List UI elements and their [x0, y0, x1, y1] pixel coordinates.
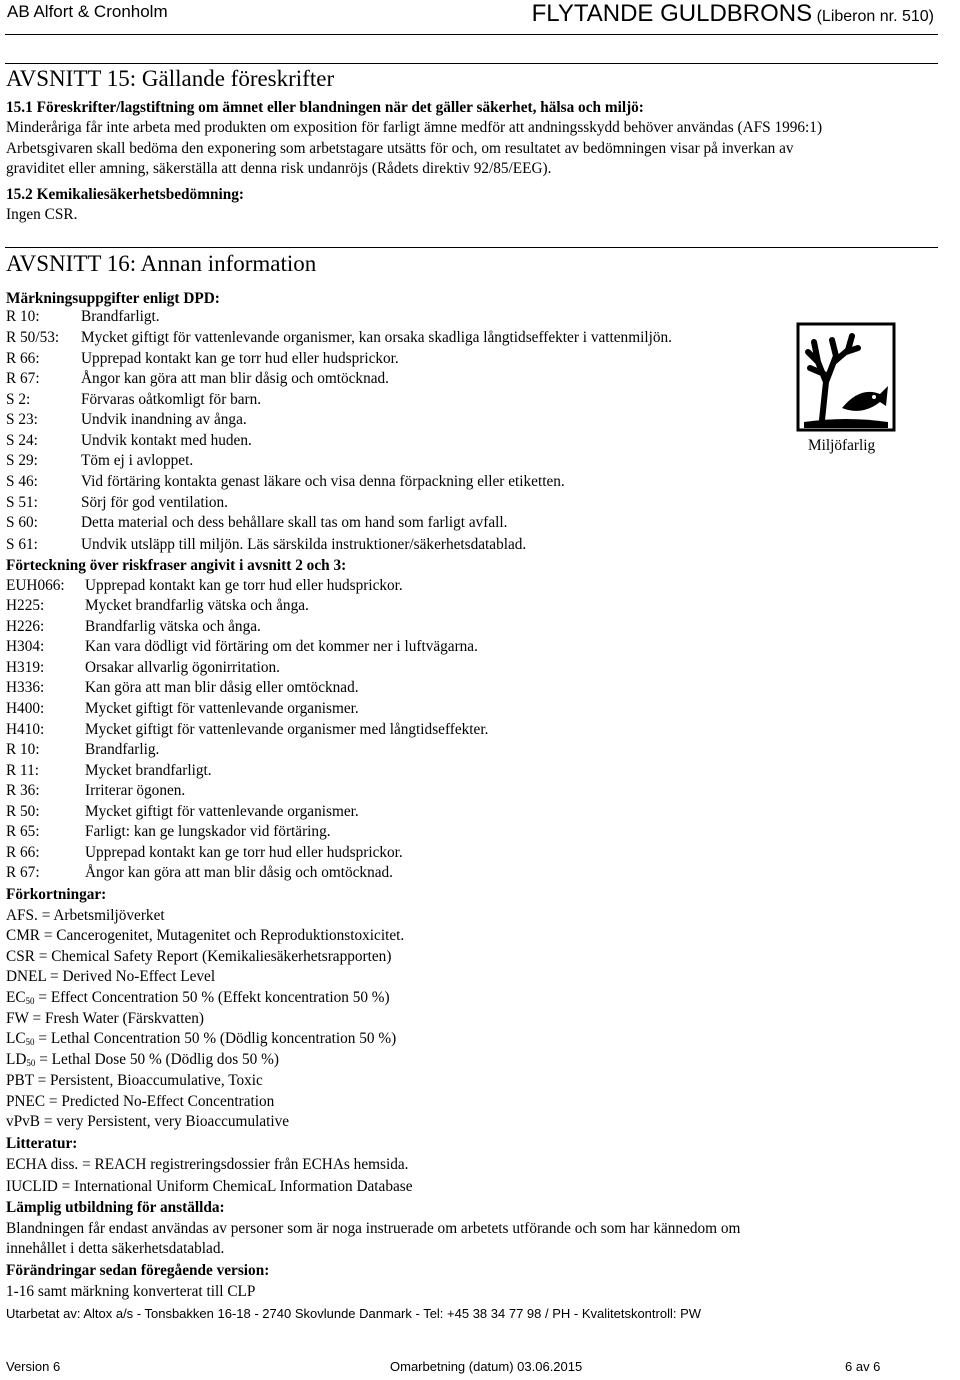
abbrev-ec-text: = Effect Concentration 50 % (Effekt koncentration 50 %) [34, 989, 390, 1006]
phrase-code: S 23: [6, 411, 38, 428]
section15-1-line-3: graviditet eller amning, säkerställa att denna risk undanröjs (Rådets direktiv 92/85/EEG). [6, 160, 552, 177]
phrase-text: Mycket giftigt för vattenlevande organismer. [85, 803, 359, 820]
abbrev-pnec: PNEC = Predicted No-Effect Concentration [6, 1093, 275, 1110]
section15-1-heading: 15.1 Föreskrifter/lagstiftning om ämnet eller blandningen när det gäller säkerhet, hälsa och miljö: [6, 99, 644, 116]
prepared-by-note: Utarbetat av: Altox a/s - Tonsbakken 16-18 - 2740 Skovlunde Danmark - Tel: +45 38 34 77 98 / PH - Kvalitetskontroll: PW [6, 1306, 702, 1321]
training-line-1: Blandningen får endast användas av personer som är noga instruerade om arbetets utförande och som har kännedom om [6, 1220, 741, 1237]
section15-2-heading: 15.2 Kemikaliesäkerhetsbedömning: [6, 186, 244, 203]
abbrev-lc-text: = Lethal Concentration 50 % (Dödlig koncentration 50 %) [34, 1030, 397, 1047]
literature-item: IUCLID = International Uniform ChemicaL Information Database [6, 1178, 413, 1195]
phrase-text: Orsakar allvarlig ögonirritation. [85, 659, 280, 676]
phrase-text: Farligt: kan ge lungskador vid förtäring. [85, 823, 331, 840]
section15-1-line-1: Minderåriga får inte arbeta med produkten om exposition för farligt ämne medför att andningsskydd behöver användas (AFS 1996:1) [6, 119, 823, 136]
abbrev-lc-subscript: 50 [25, 1037, 35, 1047]
phrase-text: Förvaras oåtkomligt för barn. [81, 391, 262, 408]
phrase-code: S 2: [6, 391, 31, 408]
section15-title: AVSNITT 15: Gällande föreskrifter [6, 66, 335, 91]
abbrev-ld-text: = Lethal Dose 50 % (Dödlig dos 50 %) [35, 1051, 279, 1068]
phrase-code: H319: [6, 659, 45, 676]
phrase-text: Detta material och dess behållare skall tas om hand som farligt avfall. [81, 514, 508, 531]
phrase-code: H410: [6, 721, 45, 738]
abbrev-cmr: CMR = Cancerogenitet, Mutagenitet och Reproduktionstoxicitet. [6, 927, 405, 944]
phrase-code: R 50/53: [6, 329, 60, 346]
phrase-code: H336: [6, 679, 45, 696]
phrase-code: R 67: [6, 864, 40, 881]
section15-2-text: Ingen CSR. [6, 206, 78, 223]
product-header [532, 0, 934, 28]
phrase-code: H400: [6, 700, 45, 717]
abbrev-vpvb: vPvB = very Persistent, very Bioaccumulative [6, 1113, 290, 1130]
section15-rule [5, 63, 938, 64]
phrase-text: Upprepad kontakt kan ge torr hud eller hudsprickor. [81, 350, 399, 367]
phrase-code: S 51: [6, 494, 38, 511]
phrase-code: S 61: [6, 536, 38, 553]
phrase-text: Upprepad kontakt kan ge torr hud eller hudsprickor. [85, 577, 403, 594]
changes-heading: Förändringar sedan föregående version: [6, 1262, 270, 1279]
abbrev-pbt: PBT = Persistent, Bioaccumulative, Toxic [6, 1072, 263, 1089]
header-rule [5, 34, 938, 35]
phrase-code: S 60: [6, 514, 38, 531]
phrase-code: EUH066: [6, 577, 65, 594]
revision-date: Omarbetning (datum) 03.06.2015 [390, 1359, 583, 1374]
changes-text: 1-16 samt märkning konverterat till CLP [6, 1283, 256, 1300]
literature-heading: Litteratur: [6, 1135, 78, 1152]
abbrev-ec-subscript: 50 [25, 996, 35, 1006]
abbrev-lc-prefix: LC [6, 1030, 26, 1047]
phrase-text: Vid förtäring kontakta genast läkare och visa denna förpackning eller etiketten. [81, 473, 565, 490]
pictogram-caption: Miljöfarlig [808, 437, 876, 454]
literature-item: ECHA diss. = REACH registreringsdossier från ECHAs hemsida. [6, 1156, 409, 1173]
abbrev-afs: AFS. = Arbetsmiljöverket [6, 907, 165, 924]
phrase-text: Undvik inandning av ånga. [81, 411, 247, 428]
phrase-text: Brandfarligt. [81, 308, 160, 325]
abbrev-csr: CSR = Chemical Safety Report (Kemikaliesäkerhetsrapporten) [6, 948, 392, 965]
section15-1-line-2: Arbetsgivaren skall bedöma den exponering som arbetstagare utsätts för och, om resultatet av bedömningen visar på inverkan av [6, 140, 794, 157]
phrase-text: Sörj för god ventilation. [81, 494, 229, 511]
company-name: AB Alfort & Cronholm [7, 2, 168, 21]
training-heading: Lämplig utbildning för anställda: [6, 1199, 225, 1216]
phrase-code: S 24: [6, 432, 38, 449]
product-title: FLYTANDE GULDBRONS [531, 0, 813, 27]
phrase-text: Undvik kontakt med huden. [81, 432, 252, 449]
section16-rule [5, 247, 938, 248]
abbrev-ld50 [6, 1050, 279, 1070]
phrase-code: R 66: [6, 350, 40, 367]
product-code: (Liberon nr. 510) [816, 8, 934, 25]
phrase-text: Mycket giftigt för vattenlevande organismer med långtidseffekter. [85, 721, 489, 738]
phrase-text: Mycket brandfarlig vätska och ånga. [85, 597, 309, 614]
phrase-text: Irriterar ögonen. [85, 782, 186, 799]
abbrev-ec-prefix: EC [6, 989, 26, 1006]
phrase-text: Ångor kan göra att man blir dåsig och omtöcknad. [81, 370, 389, 387]
phrase-text: Mycket giftigt för vattenlevande organismer. [85, 700, 359, 717]
phrase-code: R 36: [6, 782, 40, 799]
dpd-heading: Märkningsuppgifter enligt DPD: [6, 290, 220, 307]
phrase-code: R 65: [6, 823, 40, 840]
phrase-code: R 11: [6, 762, 40, 779]
phrase-text: Mycket giftigt för vattenlevande organismer, kan orsaka skadliga långtidseffekter i vattenmiljön. [81, 329, 672, 346]
abbrev-ld-prefix: LD [6, 1051, 27, 1068]
phrase-code: S 29: [6, 452, 38, 469]
dead-tree-fish-icon [796, 322, 896, 432]
phrase-text: Brandfarlig vätska och ånga. [85, 618, 261, 635]
phrase-code: S 46: [6, 473, 38, 490]
phrase-code: R 10: [6, 308, 40, 325]
phrase-text: Ångor kan göra att man blir dåsig och omtöcknad. [85, 864, 393, 881]
phrase-code: R 66: [6, 844, 40, 861]
environment-hazard-pictogram [796, 322, 896, 437]
phrase-code: R 50: [6, 803, 40, 820]
page-number: 6 av 6 [845, 1359, 881, 1374]
phrase-code: H226: [6, 618, 45, 635]
phrase-text: Undvik utsläpp till miljön. Läs särskilda instruktioner/säkerhetsdatablad. [81, 536, 527, 553]
hazard-heading: Förteckning över riskfraser angivit i avsnitt 2 och 3: [6, 557, 347, 574]
phrase-text: Brandfarlig. [85, 741, 160, 758]
abbrev-ec50 [6, 988, 390, 1008]
phrase-code: R 10: [6, 741, 40, 758]
phrase-text: Töm ej i avloppet. [81, 452, 194, 469]
abbrev-lc50 [6, 1029, 396, 1049]
abbreviations-heading: Förkortningar: [6, 886, 107, 903]
phrase-text: Mycket brandfarligt. [85, 762, 212, 779]
phrase-text: Kan göra att man blir dåsig eller omtöcknad. [85, 679, 359, 696]
phrase-code: H304: [6, 638, 45, 655]
abbrev-fw: FW = Fresh Water (Färskvatten) [6, 1010, 205, 1027]
section16-title: AVSNITT 16: Annan information [6, 251, 317, 276]
phrase-text: Kan vara dödligt vid förtäring om det kommer ner i luftvägarna. [85, 638, 478, 655]
abbrev-ld-subscript: 50 [26, 1058, 36, 1068]
abbrev-dnel: DNEL = Derived No-Effect Level [6, 968, 216, 985]
phrase-code: H225: [6, 597, 45, 614]
phrase-code: R 67: [6, 370, 40, 387]
training-line-2: innehållet i detta säkerhetsdatablad. [6, 1240, 225, 1257]
version-label: Version 6 [6, 1359, 61, 1374]
phrase-text: Upprepad kontakt kan ge torr hud eller hudsprickor. [85, 844, 403, 861]
